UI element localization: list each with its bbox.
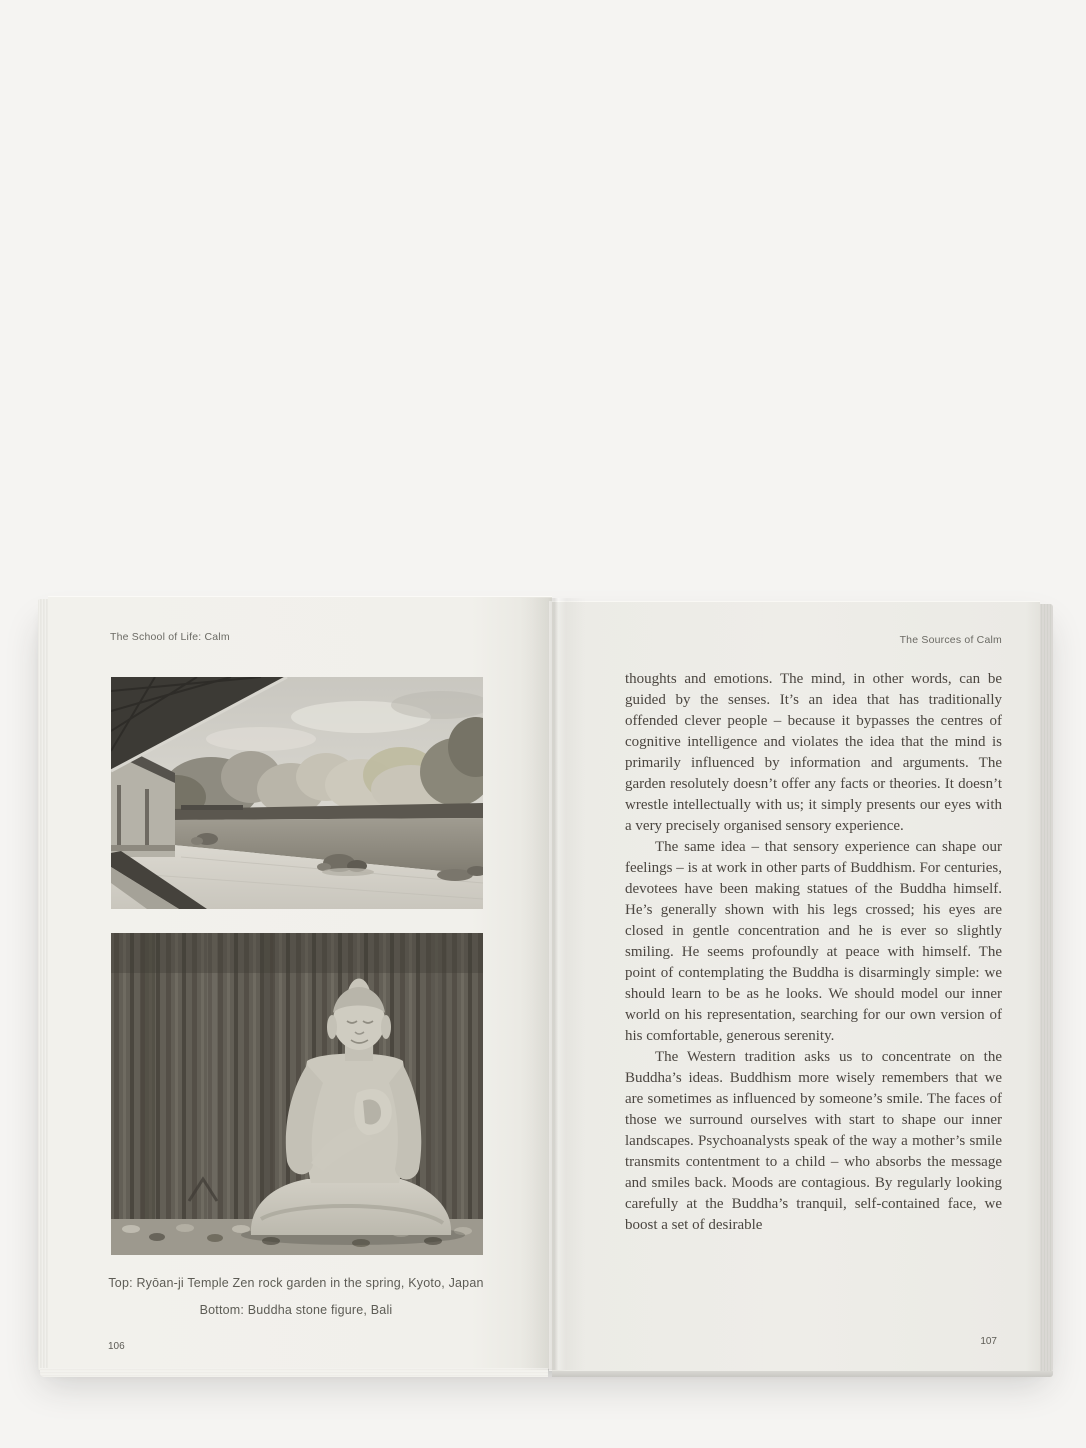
right-page-number: 107: [980, 1336, 997, 1347]
right-page-block-edge: [1040, 604, 1053, 1372]
body-text-column: [625, 669, 1002, 1236]
left-page-stacked-sheets: [40, 1368, 548, 1377]
gutter-deckle-edge: [549, 601, 552, 1371]
zen-garden-caption: Top: Ryōan-ji Temple Zen rock garden in the spring, Kyoto, Japan: [108, 1276, 484, 1290]
body-paragraph: thoughts and emotions. The mind, in other words, can be guided by the senses. It’s an idea that has traditionally offended clever people – because it bypasses the centres of cognitive intelligence and violates the idea that the mind is primarily influenced by information and arguments. The garden resolutely doesn’t offer any facts or theories. It doesn’t wrestle intellectually with us; it simply presents our eyes with a very precisely organised sensory experience.: [625, 671, 1002, 834]
buddha-caption: Bottom: Buddha stone figure, Bali: [199, 1303, 393, 1317]
buddha-illustration: [111, 933, 483, 1255]
body-paragraph: The same idea – that sensory experience can shape our feelings – is at work in other parts of Buddhism. For centuries, devotees have been making statues of the Buddha himself. He’s generally shown with his legs crossed; his eyes are closed in gentle concentration and he is ever so slightly smiling. He seems profoundly at peace with himself. The point of contemplating the Buddha is disarmingly simple: we should learn to be as he looks. We should model our inner world on his representation, searching for our own version of his comfortable, generous serenity.: [625, 839, 1002, 1044]
right-page-bottom-edge: [552, 1371, 1053, 1377]
left-running-header: The School of Life: Calm: [110, 631, 230, 643]
right-running-header: The Sources of Calm: [899, 634, 1002, 646]
left-page-number: 106: [108, 1341, 125, 1352]
buddha-photo: [111, 933, 483, 1255]
zen-garden-illustration: [111, 677, 483, 909]
zen-garden-photo: [111, 677, 483, 909]
left-page-block-edge: [38, 599, 48, 1370]
body-paragraph: The Western tradition asks us to concentrate on the Buddha’s ideas. Buddhism more wisely remembers that we are sometimes as influenced by someone’s smile. The faces of those we surround ourselves with start to shape our inner landscapes. Psychoanalysts speak of the way a mother’s smile transmits contentment to a child – who absorbs the message and smiles back. Moods are contagious. By regularly looking carefully at the Buddha’s tranquil, self-contained face, we boost a set of desirable: [625, 1049, 1002, 1233]
